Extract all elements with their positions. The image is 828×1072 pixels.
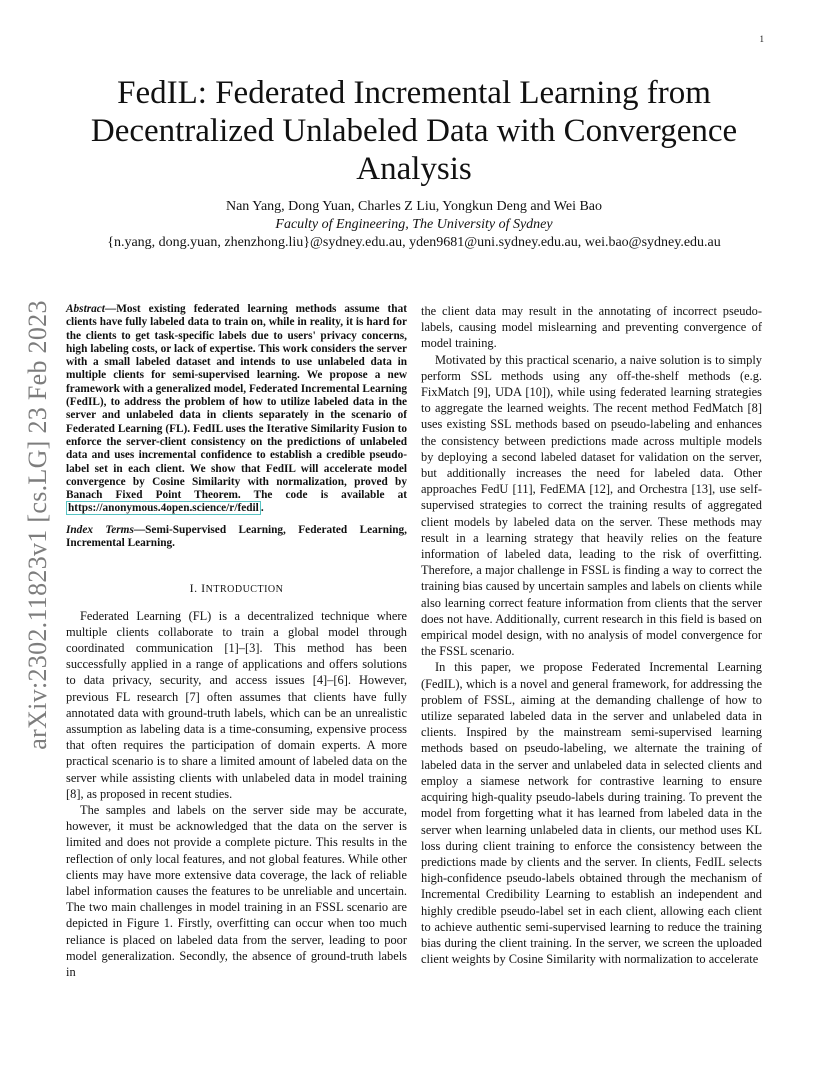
author-list: Nan Yang, Dong Yuan, Charles Z Liu, Yongkun Deng and Wei Bao: [225, 199, 603, 214]
paper-title: FedIL: Federated Incremental Learning from Decentralized Unlabeled Data with Convergence Analysis: [90, 75, 738, 187]
index-terms-text: —Semi-Supervised Learning, Federated Learning, Incremental Learning.: [66, 523, 407, 550]
section-title-rest: NTRODUCTION: [205, 584, 284, 596]
section-first-letter: I: [201, 581, 206, 596]
section-numeral: I.: [189, 581, 198, 596]
abstract-label: Abstract: [66, 303, 105, 315]
paragraph: Motivated by this practical scenario, a naive solution is to simply perform SSL methods using any off-the-shelf methods (e.g. FixMatch [9], UDA [10]), while using federated learning strategies to aggregate the learned weights. The recent method FedMatch [8] uses existing SSL methods based on pseudo-labeling and enhances the consistency between predictions made across multiple models by deploying a second labeled dataset for validation on the server, but additionally increases the need for labeled data. Other approaches FedU [11], FedEMA [12], and Orchestra [13], use self-supervised strategies to correct the training results of aggregated client models by labeled data on the server. These methods may result in a learning strategy that heavily relies on the feature information of labeled data, leading to the risk of overfitting. Therefore, a major challenge in FSSL is finding a way to correct the training bias caused by uncertain samples and labels on clients while also learning correct feature information from clients that the server does not have. Additionally, current research in this field is based on empirical model design, with no analysis of model convergence for the FSSL scenario.: [421, 352, 762, 659]
paragraph: Federated Learning (FL) is a decentralized technique where multiple clients collaborate to train a global model through coordinated communication [1]–[3]. This method has been successfully applied in a range of applications and offers solutions to data privacy, security, and access issues [4]–[6]. However, previous FL research [7] often assumes that clients have fully annotated data with ground-truth labels, which can be an unrealistic assumption as labeling data is a time-consuming, expensive process that often requires the participation of domain experts. A more practical scenario is to share a limited amount of labeled data on the server while assisting clients with unlabeled data in model training [8], as proposed in recent studies.: [66, 608, 407, 801]
abstract: [66, 303, 407, 516]
code-link[interactable]: https://anonymous.4open.science/r/fedil: [68, 502, 259, 515]
author-emails: {n.yang, dong.yuan, zhenzhong.liu}@sydney.edu.au, yden9681@uni.sydney.edu.au, wei.bao@sydney.edu.au: [107, 235, 721, 250]
paragraph: The samples and labels on the server side may be accurate, however, it must be acknowledged that the data on the server is limited and does not provide a complete picture. This results in the reflection of only local features, and not global features. While other clients may have more extensive data coverage, the lack of reliable label information causes the features to be unreliable and uncertain. The two main challenges in model training in an FSSL scenario are depicted in Figure 1. Firstly, overfitting can occur when too much reliance is placed on labeled data from the server, leading to poor model generalization. Secondly, the absence of ground-truth labels in: [66, 802, 407, 980]
section-heading: [66, 580, 407, 598]
abstract-end: .: [260, 502, 264, 515]
arxiv-stamp: [18, 290, 58, 760]
left-column: [66, 303, 407, 980]
index-terms: [66, 524, 407, 551]
right-column: [421, 303, 762, 967]
paragraph: In this paper, we propose Federated Incremental Learning (FedIL), which is a novel and general framework, for addressing the problem of FSSL, aiming at the demanding challenge of how to utilize separated labeled data in the server and unlabeled data in clients. Inspired by the mainstream semi-supervised learning methods based on pseudo-labeling, we alternate the training of labeled data in the server and unlabeled data in selected clients and employ a siamese network for contrastive learning to ensure acquiring high-quality pseudo-labels during training. To prevent the model from forgetting what it has learned from labeled data in the server when learning unlabeled data in clients, our method uses KL loss during client training to enforce the consistency between the predictions made by clients and the server. In clients, FedIL selects high-confidence pseudo-labels obtained through the mechanism of Incremental Credibility Learning to establish an independent and highly credible pseudo-label set in each client, allowing each client to achieve authentic semi-supervised learning to reduce the training bias during the client training. In the server, we screen the uploaded client weights by Cosine Similarity with normalization to accelerate: [421, 660, 762, 967]
arxiv-identifier: arXiv:2302.11823v1 [cs.LG] 23 Feb 2023: [23, 300, 52, 750]
paragraph: the client data may result in the annotating of incorrect pseudo-labels, causing model mislearning and preventing convergence of model training.: [421, 304, 762, 351]
abstract-text: —Most existing federated learning methods assume that clients have fully labeled data to train on, while in reality, it is hard for the clients to get task-specific labels due to users' privacy concerns, high labeling costs, or lack of expertise. This work considers the server with a small labeled dataset and intends to use unlabeled data in multiple clients for semi-supervised learning. We propose a new framework with a generalized model, Federated Incremental Learning (FedIL), to address the problem of how to utilize labeled data in the server and unlabeled data in clients separately in the scenario of Federated Learning (FL). FedIL uses the Iterative Similarity Fusion to enforce the server-client consistency on the predictions of unlabeled data and uses incremental confidence to establish a credible pseudo-label set in each client. We show that FedIL will accelerate model convergence by Cosine Similarity with normalization, proved by Banach Fixed Point Theorem. The code is available at: [66, 303, 407, 502]
index-terms-label: Index Terms: [66, 523, 134, 536]
affiliation: Faculty of Engineering, The University of Sydney: [275, 217, 553, 232]
page-number: 1: [759, 34, 764, 44]
